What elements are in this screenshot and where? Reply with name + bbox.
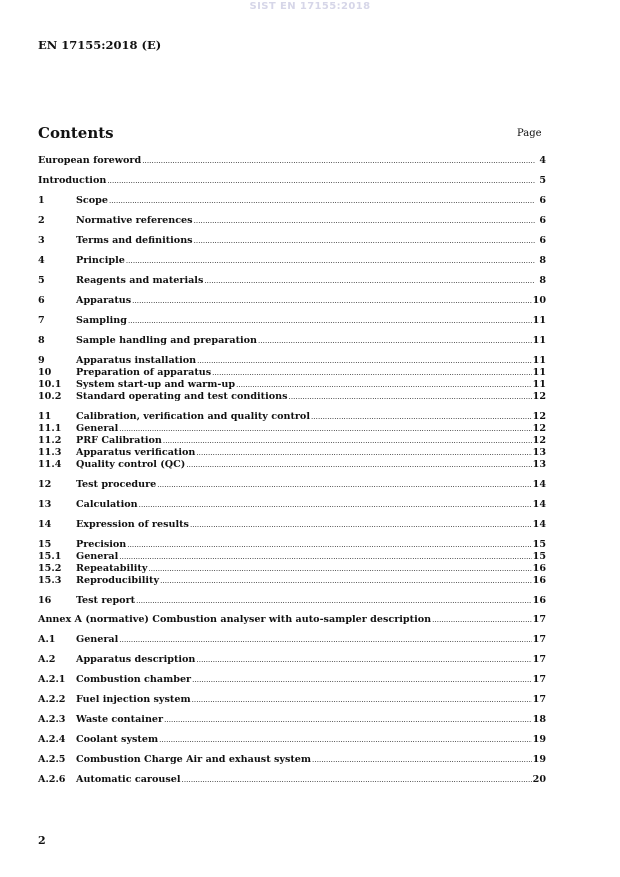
toc-entry[interactable] [38,563,546,575]
toc-entry-title: Calibration, verification and quality control [76,411,310,422]
toc-entry-title: Standard operating and test conditions [76,391,288,402]
toc-entry-title: General [76,423,119,434]
toc-entry-number: 11.2 [38,435,62,446]
toc-entry-page: 6 [539,215,546,226]
toc-entry[interactable] [38,379,546,391]
toc-entry[interactable] [38,614,546,626]
toc-entry-title: Apparatus installation [76,355,197,366]
toc-entry-title: Apparatus description [76,654,196,665]
toc-entry-page: 11 [532,379,546,390]
toc-entry-page: 11 [532,335,546,346]
toc-entry-page: 12 [532,391,546,402]
toc-entry-page: 16 [532,575,546,586]
toc-entry[interactable] [38,435,546,447]
toc-entry[interactable] [38,447,546,459]
toc-dot-leader [289,391,532,403]
toc-entry-page: 16 [532,563,546,574]
toc-entry-title: Quality control (QC) [76,459,186,470]
toc-entry[interactable] [38,519,546,531]
toc-entry-number: 11.4 [38,459,62,470]
toc-entry-page: 6 [539,235,546,246]
toc-entry-number: 15.1 [38,551,62,562]
toc-entry-page: 13 [532,447,546,458]
toc-entry[interactable] [38,355,546,367]
toc-entry-title: Annex A (normative) Combustion analyser with auto-sampler description [38,614,432,625]
toc-entry-title: Apparatus [76,295,132,306]
toc-dot-leader [157,479,531,491]
toc-entry-number: 11.1 [38,423,62,434]
toc-entry-number: 11 [38,411,52,422]
toc-entry-title: Calculation [76,499,138,510]
toc-entry-title: General [76,634,119,645]
toc-entry-title: Apparatus verification [76,447,196,458]
toc-entry-page: 16 [532,595,546,606]
toc-entry-title: Coolant system [76,734,159,745]
toc-entry[interactable] [38,694,546,706]
toc-entry-title: Expression of results [76,519,189,530]
toc-entry-page: 12 [532,435,546,446]
toc-entry-number: 10.2 [38,391,62,402]
toc-dot-leader [136,595,532,607]
toc-entry[interactable] [38,155,546,167]
toc-entry-page: 12 [532,411,546,422]
toc-entry-page: 13 [532,459,546,470]
toc-entry-page: 17 [532,654,546,665]
toc-entry-number: A.1 [38,634,56,645]
toc-entry-number: 13 [38,499,52,510]
toc-entry-page: 14 [532,479,546,490]
toc-entry-number: 15.3 [38,575,62,586]
toc-entry[interactable] [38,215,546,227]
toc-entry-title: Test report [76,595,136,606]
toc-entry-page: 17 [532,694,546,705]
toc-entry-title: Sample handling and preparation [76,335,258,346]
toc-dot-leader [194,235,535,247]
toc-dot-leader [159,734,532,746]
toc-entry[interactable] [38,459,546,471]
toc-entry[interactable] [38,595,546,607]
toc-dot-leader [126,255,535,267]
toc-entry-number: 16 [38,595,52,606]
toc-entry[interactable] [38,754,546,766]
toc-entry[interactable] [38,175,546,187]
toc-entry-page: 12 [532,423,546,434]
toc-dot-leader [128,315,532,327]
toc-entry-number: 9 [38,355,45,366]
toc-dot-leader [119,423,531,435]
toc-dot-leader [192,674,532,686]
toc-entry-number: A.2.3 [38,714,66,725]
toc-entry-page: 17 [532,614,546,625]
toc-entry-page: 11 [532,355,546,366]
toc-entry-page: 8 [539,275,546,286]
toc-entry[interactable] [38,714,546,726]
toc-entry-number: 6 [38,295,45,306]
table-of-contents [38,155,546,786]
toc-entry-page: 19 [532,734,546,745]
toc-entry[interactable] [38,551,546,563]
toc-dot-leader [190,519,532,531]
toc-entry[interactable] [38,654,546,666]
toc-entry-number: A.2.5 [38,754,66,765]
page-number: 2 [38,834,46,847]
toc-entry[interactable] [38,195,546,207]
toc-dot-leader [186,459,531,471]
toc-entry-number: 3 [38,235,45,246]
toc-entry-title: Normative references [76,215,193,226]
toc-entry-title: Combustion Charge Air and exhaust system [76,754,312,765]
toc-entry[interactable] [38,539,546,551]
toc-entry-page: 4 [539,155,546,166]
toc-entry-number: A.2.4 [38,734,66,745]
toc-dot-leader [204,275,535,287]
toc-entry[interactable] [38,391,546,403]
toc-entry-title: Principle [76,255,125,266]
watermark: SIST EN 17155:2018 [249,1,371,12]
toc-entry[interactable] [38,411,546,423]
toc-entry-page: 14 [532,519,546,530]
toc-dot-leader [142,155,535,167]
toc-entry-number: 10.1 [38,379,62,390]
toc-dot-leader [160,575,532,587]
toc-entry[interactable] [38,367,546,379]
toc-dot-leader [197,355,532,367]
toc-entry-number: 14 [38,519,52,530]
toc-entry[interactable] [38,499,546,511]
toc-dot-leader [119,551,531,563]
toc-entry-number: 15.2 [38,563,62,574]
toc-entry-number: 5 [38,275,45,286]
toc-dot-leader [164,714,532,726]
toc-dot-leader [311,411,532,423]
toc-entry-title: Reagents and materials [76,275,204,286]
toc-entry[interactable] [38,674,546,686]
toc-entry-page: 20 [532,774,546,785]
toc-entry-page: 15 [532,551,546,562]
toc-entry-number: A.2.6 [38,774,66,785]
toc-entry-title: Scope [76,195,108,206]
toc-dot-leader [109,195,535,207]
toc-entry-number: A.2.2 [38,694,66,705]
toc-dot-leader [163,435,532,447]
toc-dot-leader [432,614,532,626]
document-id: EN 17155:2018 (E) [38,38,162,52]
toc-dot-leader [119,634,531,646]
toc-entry-title: Repeatability [76,563,148,574]
toc-dot-leader [196,654,531,666]
toc-entry[interactable] [38,255,546,267]
toc-entry-page: 17 [532,634,546,645]
toc-entry-page: 15 [532,539,546,550]
toc-entry-number: 2 [38,215,45,226]
toc-entry-page: 8 [539,255,546,266]
toc-entry-page: 17 [532,674,546,685]
toc-entry[interactable] [38,575,546,587]
toc-entry-number: A.2.1 [38,674,66,685]
toc-entry-number: 10 [38,367,52,378]
toc-dot-leader [107,175,535,187]
toc-entry[interactable] [38,335,546,347]
toc-entry-title: Introduction [38,175,107,186]
toc-entry-title: Automatic carousel [76,774,181,785]
toc-dot-leader [139,499,532,511]
toc-entry-title: System start-up and warm-up [76,379,236,390]
toc-entry-title: Reproducibility [76,575,160,586]
toc-entry-title: Fuel injection system [76,694,191,705]
toc-entry-title: Sampling [76,315,127,326]
toc-entry-title: European foreword [38,155,142,166]
toc-entry-number: 15 [38,539,52,550]
toc-entry[interactable] [38,423,546,435]
page-column-label: Page [517,128,542,139]
toc-entry-title: Preparation of apparatus [76,367,212,378]
toc-dot-leader [196,447,531,459]
toc-entry-number: 4 [38,255,45,266]
toc-entry-page: 14 [532,499,546,510]
toc-dot-leader [194,215,535,227]
contents-heading: Contents [38,124,114,142]
toc-entry-number: 12 [38,479,52,490]
toc-dot-leader [132,295,531,307]
toc-entry-title: General [76,551,119,562]
toc-entry[interactable] [38,295,546,307]
toc-entry[interactable] [38,315,546,327]
toc-entry-page: 10 [532,295,546,306]
toc-entry-page: 11 [532,367,546,378]
toc-dot-leader [148,563,531,575]
toc-entry[interactable] [38,479,546,491]
toc-entry[interactable] [38,774,546,786]
toc-dot-leader [127,539,531,551]
toc-dot-leader [236,379,532,391]
toc-entry-page: 11 [532,315,546,326]
toc-entry-page: 6 [539,195,546,206]
toc-entry[interactable] [38,734,546,746]
toc-entry-title: Test procedure [76,479,157,490]
toc-entry-title: Combustion chamber [76,674,192,685]
toc-entry-page: 18 [532,714,546,725]
toc-dot-leader [258,335,532,347]
toc-dot-leader [312,754,532,766]
toc-entry[interactable] [38,275,546,287]
toc-entry-page: 19 [532,754,546,765]
toc-dot-leader [212,367,531,379]
toc-dot-leader [182,774,532,786]
toc-entry[interactable] [38,634,546,646]
toc-entry[interactable] [38,235,546,247]
toc-entry-title: PRF Calibration [76,435,162,446]
toc-entry-number: 7 [38,315,45,326]
toc-entry-title: Precision [76,539,127,550]
toc-entry-title: Terms and definitions [76,235,193,246]
toc-entry-title: Waste container [76,714,164,725]
toc-entry-number: A.2 [38,654,56,665]
toc-entry-number: 11.3 [38,447,62,458]
toc-dot-leader [192,694,532,706]
toc-entry-page: 5 [539,175,546,186]
toc-entry-number: 1 [38,195,45,206]
toc-entry-number: 8 [38,335,45,346]
